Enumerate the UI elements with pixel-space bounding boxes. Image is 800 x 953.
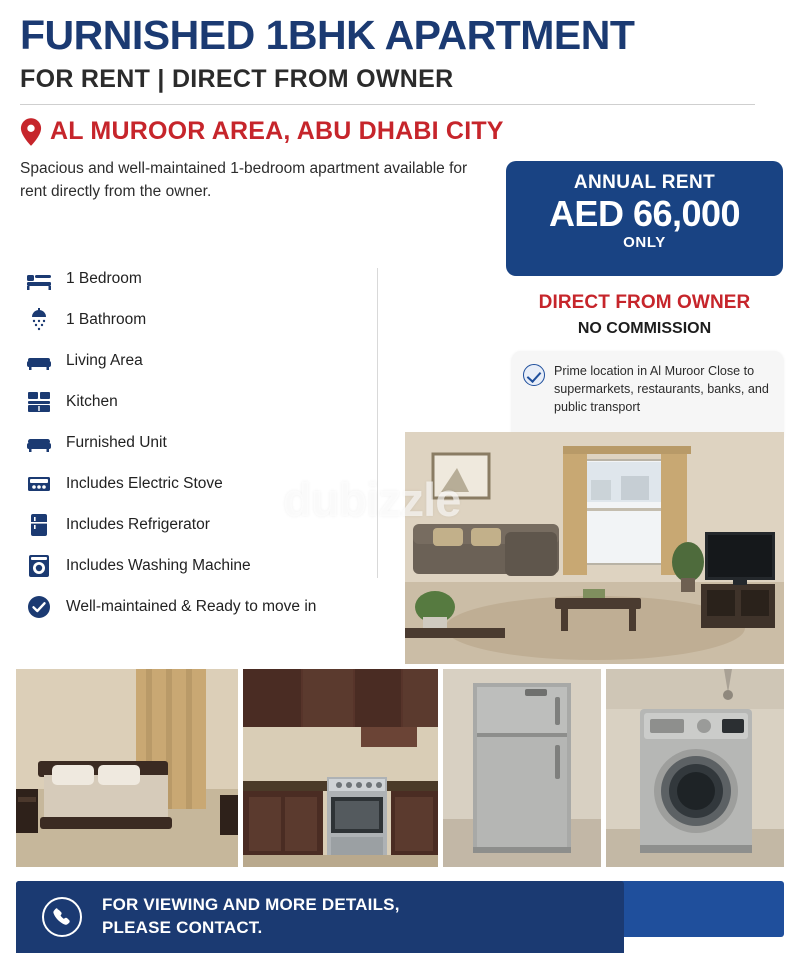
refrigerator-photo [443, 669, 601, 867]
contact-line-1: FOR VIEWING AND MORE DETAILS, [102, 895, 400, 915]
list-item-label: 1 Bathroom [66, 310, 147, 328]
page-title: FURNISHED 1BHK APARTMENT [20, 12, 635, 58]
no-commission-text: NO COMMISSION [577, 320, 712, 337]
list-item-label: Includes Washing Machine [66, 556, 251, 574]
stove-icon [26, 471, 52, 497]
check-circle-icon [26, 594, 52, 620]
kitchen-photo [243, 669, 438, 867]
list-item [26, 463, 386, 504]
list-item [26, 299, 386, 340]
rent-only-label: ONLY [623, 234, 666, 252]
description-text: Spacious and well-maintained 1-bedroom apartment available for rent directly from the owner. [20, 160, 468, 200]
washing-machine-photo [606, 669, 784, 867]
list-item-label: Living Area [66, 351, 143, 369]
list-item-label: Kitchen [66, 392, 118, 410]
list-item-label: 1 Bedroom [66, 269, 142, 287]
contact-line-2: PLEASE CONTACT. [102, 918, 263, 937]
washing-machine-icon [26, 553, 52, 579]
list-item-label: Includes Electric Stove [66, 474, 223, 492]
list-item [26, 258, 386, 299]
bed-icon [26, 266, 52, 292]
map-pin-icon [20, 118, 42, 146]
vertical-divider [377, 268, 378, 578]
sofa-icon [26, 348, 52, 374]
bedroom-photo [16, 669, 238, 867]
location-row [20, 117, 780, 146]
rent-label: ANNUAL RENT [573, 172, 716, 193]
living-room-photo [405, 432, 784, 664]
shower-icon [26, 307, 52, 333]
refrigerator-photo-graphic [443, 669, 601, 867]
annual-rent-box [506, 161, 783, 276]
contact-footer [16, 881, 624, 953]
list-item [26, 340, 386, 381]
kitchen-photo-graphic [243, 669, 438, 867]
contact-text [102, 894, 400, 939]
list-item [26, 504, 386, 545]
living-room-photo-graphic [405, 432, 784, 664]
list-item-label: Includes Refrigerator [66, 515, 210, 533]
refrigerator-icon [26, 512, 52, 538]
page-subtitle: FOR RENT | DIRECT FROM OWNER [20, 65, 755, 105]
bedroom-photo-graphic [16, 669, 238, 867]
list-item-label: Well-maintained & Ready to move in [66, 597, 317, 615]
direct-from-owner-text: DIRECT FROM OWNER [538, 292, 751, 313]
location-note-card [512, 351, 783, 442]
washing-machine-photo-graphic [606, 669, 784, 867]
phone-glyph [51, 906, 73, 928]
phone-icon [42, 897, 82, 937]
list-item [26, 586, 386, 627]
list-item [26, 422, 386, 463]
rent-amount: AED 66,000 [548, 193, 741, 234]
kitchen-cabinet-icon [26, 389, 52, 415]
location-note-text: Prime location in Al Muroor Close to supermarkets, restaurants, banks, and public transport [554, 364, 769, 415]
furnished-sofa-icon [26, 430, 52, 456]
list-item [26, 381, 386, 422]
list-item [26, 545, 386, 586]
list-item-label: Furnished Unit [66, 433, 167, 451]
features-list [26, 258, 386, 627]
watermark-text: dubizzle [283, 473, 461, 526]
location-text: AL MUROOR AREA, ABU DHABI CITY [50, 117, 504, 146]
check-circle-icon [523, 364, 545, 386]
